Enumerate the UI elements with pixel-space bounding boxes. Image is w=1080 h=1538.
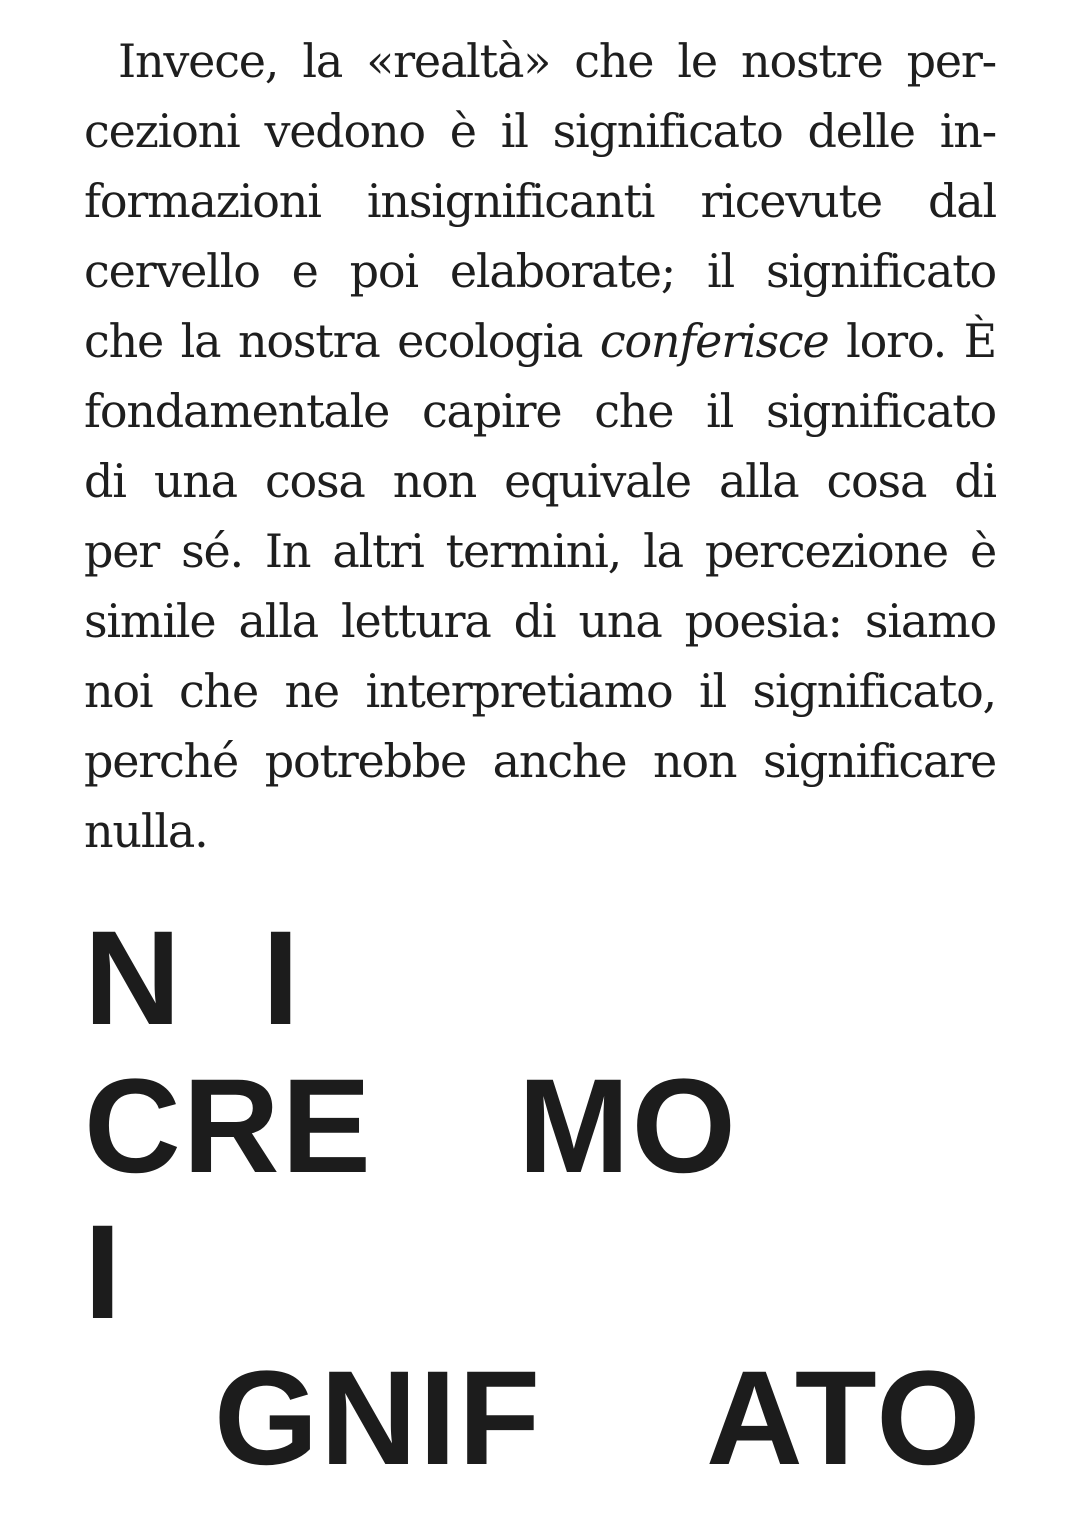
title-fragment: GNIF: [214, 1344, 543, 1493]
italic-word: conferisce: [599, 314, 829, 368]
text-line: [84, 306, 996, 376]
text-line: nulla.: [84, 804, 208, 858]
title-fragment: N: [84, 904, 183, 1053]
text-line: per sé. In altri termini, la percezione è: [84, 524, 996, 578]
text-line: Invece, la «realtà» che le nostre per-: [118, 34, 996, 88]
title-fragment: I: [84, 1198, 124, 1347]
title-fragment: CRE: [84, 1052, 373, 1201]
text-line: formazioni insignificanti ricevute dal: [84, 174, 996, 228]
text-line-segment: che la nostra ecologia: [84, 314, 600, 368]
text-line-segment: loro. È: [828, 314, 996, 368]
text-line: cezioni vedono è il significato delle in-: [84, 104, 996, 158]
text-line: di una cosa non equivale alla cosa di: [84, 454, 996, 508]
title-fragment: I: [262, 904, 302, 1053]
text-line: fondamentale capire che il significato: [84, 384, 996, 438]
title-fragment: MO: [518, 1052, 738, 1201]
text-line: cervello e poi elaborate; il significato: [84, 244, 996, 298]
body-paragraph: [84, 26, 996, 866]
title-fragment: ATO: [706, 1344, 983, 1493]
text-line: perché potrebbe anche non significare: [84, 734, 996, 788]
text-line: noi che ne interpretiamo il significato,: [84, 664, 996, 718]
text-line: simile alla lettura di una poesia: siamo: [84, 594, 996, 648]
